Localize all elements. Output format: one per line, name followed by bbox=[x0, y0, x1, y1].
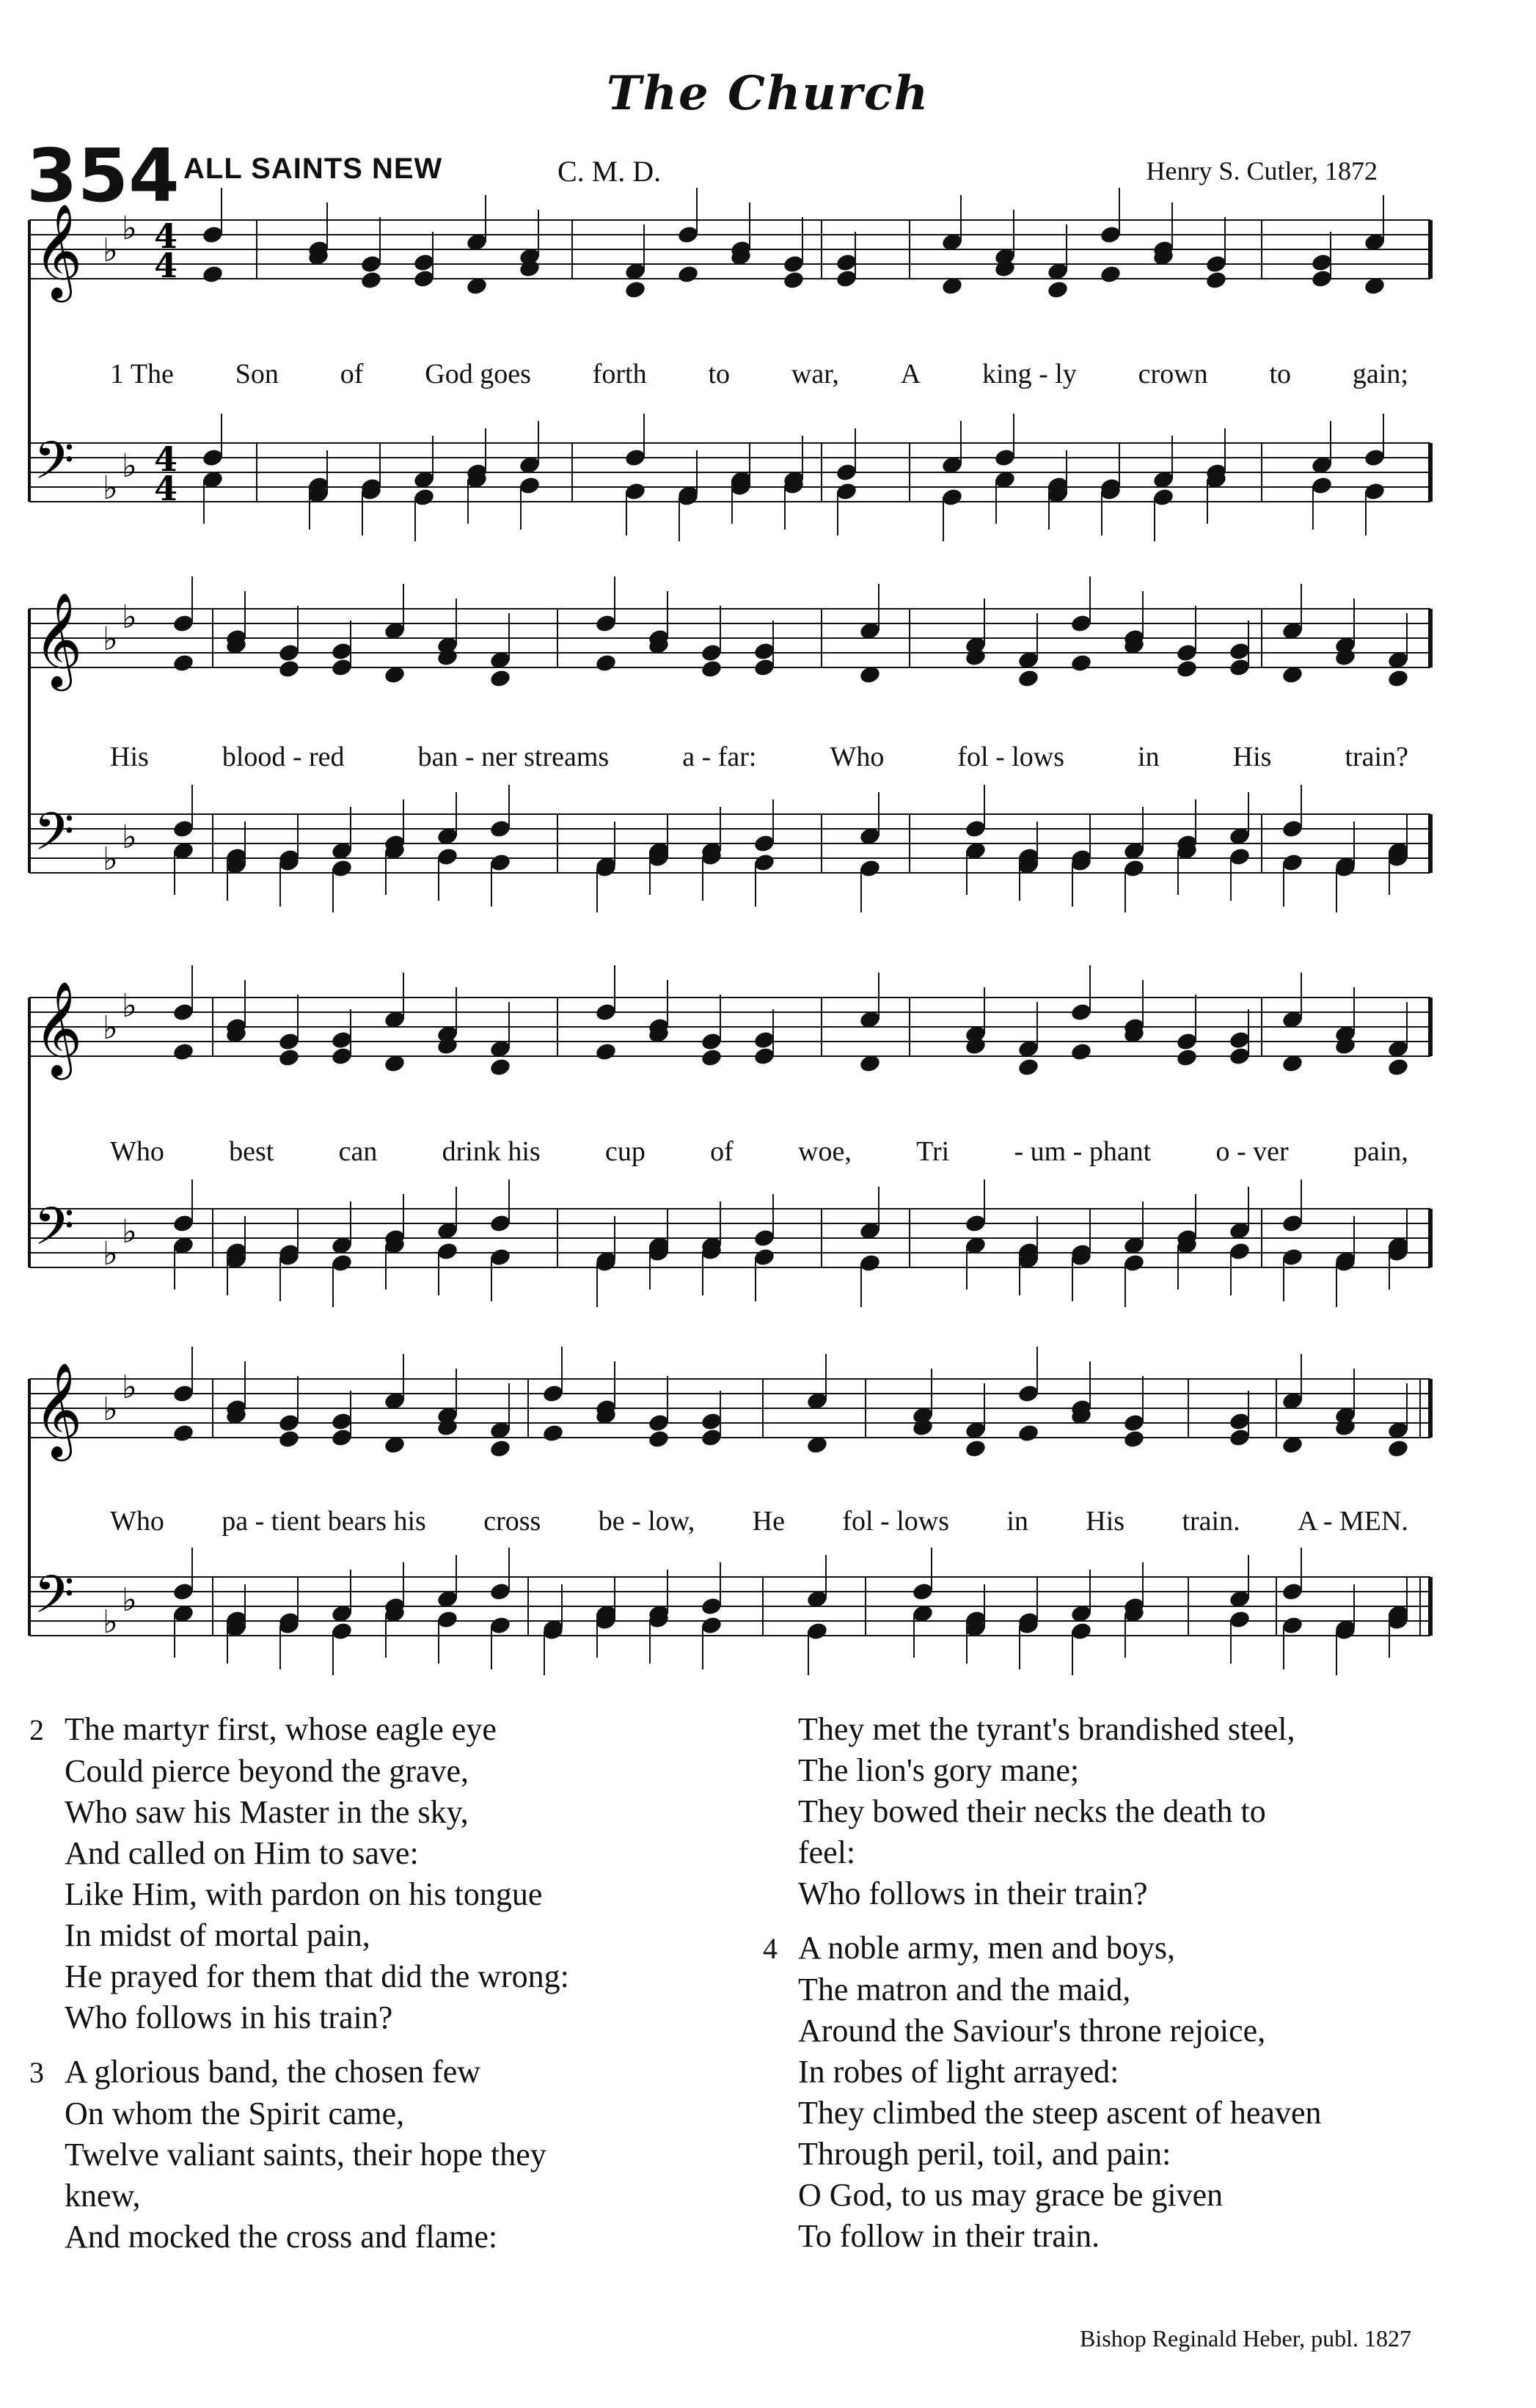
notehead bbox=[753, 641, 775, 662]
verse-line bbox=[29, 1874, 748, 1915]
verse-line bbox=[763, 1928, 1511, 1969]
verses-left-column bbox=[29, 1709, 748, 2271]
flat-sign: ♭ bbox=[103, 469, 118, 507]
notehead bbox=[412, 487, 435, 508]
notehead bbox=[1363, 447, 1386, 468]
notehead bbox=[489, 1247, 511, 1267]
lyric-syllable: train? bbox=[1345, 742, 1408, 772]
verse-line bbox=[29, 1709, 748, 1751]
notehead bbox=[330, 1427, 353, 1448]
verse-text: And called on Him to save: bbox=[65, 1835, 419, 1871]
lyric-syllable: A - MEN. bbox=[1297, 1506, 1408, 1537]
lyric-syllable: in bbox=[1138, 742, 1160, 772]
notehead bbox=[436, 1241, 458, 1262]
notehead bbox=[359, 254, 382, 274]
verse-3-continued bbox=[763, 1709, 1511, 1914]
lyric-syllable: blood - red bbox=[222, 742, 345, 772]
bass-clef: 𝄢 bbox=[34, 802, 75, 875]
verse-line bbox=[29, 1997, 748, 2038]
notehead bbox=[330, 641, 353, 662]
notehead bbox=[330, 1621, 353, 1642]
lyric-syllable: Who bbox=[830, 742, 885, 772]
notehead bbox=[1281, 1581, 1303, 1602]
notehead bbox=[753, 1046, 775, 1066]
notehead bbox=[172, 1383, 194, 1404]
notehead bbox=[172, 1213, 194, 1234]
notehead bbox=[1281, 1615, 1303, 1636]
verse-line bbox=[763, 1791, 1511, 1832]
verse-line bbox=[763, 1709, 1511, 1750]
flat-sign: ♭ bbox=[103, 1391, 118, 1428]
notehead bbox=[1386, 1438, 1409, 1459]
verse-text: The martyr first, whose eagle eye bbox=[65, 1711, 497, 1747]
notehead bbox=[911, 1581, 934, 1602]
notehead bbox=[594, 653, 617, 673]
verse-text: On whom the Spirit came, bbox=[65, 2096, 405, 2131]
notehead bbox=[1122, 1429, 1145, 1449]
notehead bbox=[330, 1030, 353, 1050]
verse-line bbox=[29, 1956, 748, 1997]
notehead bbox=[1228, 1609, 1251, 1630]
notehead bbox=[330, 657, 353, 678]
lyric-syllable: o - ver bbox=[1215, 1136, 1289, 1167]
lyric-syllable: king - ly bbox=[982, 359, 1077, 389]
notehead bbox=[172, 1581, 194, 1602]
flat-sign: ♭ bbox=[103, 621, 118, 658]
lyric-syllable: a - far: bbox=[682, 742, 757, 772]
tune-name: ALL SAINTS NEW bbox=[183, 153, 443, 185]
flat-sign: ♭ bbox=[122, 599, 137, 636]
verse-text: Around the Saviour's throne rejoice, bbox=[798, 2013, 1266, 2049]
lyric-syllable: A bbox=[900, 359, 921, 389]
verse-line bbox=[29, 1915, 748, 1956]
notehead bbox=[489, 819, 511, 839]
notehead bbox=[753, 852, 775, 873]
verse-4 bbox=[763, 1928, 1511, 2257]
notehead bbox=[700, 643, 723, 663]
notehead bbox=[1069, 653, 1092, 673]
verse-line bbox=[763, 2134, 1511, 2175]
verse-line bbox=[29, 2093, 748, 2134]
treble-clef: 𝄞 bbox=[34, 981, 83, 1076]
verse-line bbox=[29, 1792, 748, 1833]
verse-text: Twelve valiant saints, their hope they bbox=[65, 2137, 546, 2173]
lyric-syllable: fol - lows bbox=[842, 1506, 949, 1537]
notehead bbox=[1281, 1247, 1303, 1267]
lyric-syllable: in bbox=[1006, 1506, 1028, 1537]
notehead bbox=[1122, 1253, 1145, 1273]
notehead bbox=[1386, 668, 1409, 689]
lyric-syllable: cross bbox=[483, 1506, 541, 1537]
lyric-syllable: - um - phant bbox=[1014, 1136, 1152, 1167]
notehead bbox=[993, 447, 1016, 468]
notehead bbox=[436, 846, 458, 867]
section-heading: The Church bbox=[606, 66, 930, 121]
notehead bbox=[1228, 1411, 1251, 1432]
lyric-syllable: fol - lows bbox=[957, 742, 1065, 772]
verse-text: feel: bbox=[798, 1834, 856, 1870]
notehead bbox=[330, 1046, 353, 1066]
lyric-syllable: woe, bbox=[798, 1136, 852, 1167]
notehead bbox=[1363, 481, 1386, 502]
notehead bbox=[623, 447, 646, 468]
verse-line bbox=[763, 1969, 1511, 2010]
notehead bbox=[489, 1057, 511, 1077]
flat-sign: ♭ bbox=[122, 210, 137, 247]
flat-sign: ♭ bbox=[103, 232, 118, 269]
notehead bbox=[201, 264, 224, 285]
notehead bbox=[676, 224, 699, 245]
notehead bbox=[172, 1423, 194, 1443]
treble-clef: 𝄞 bbox=[34, 203, 83, 299]
lyric-syllable: His bbox=[1086, 1506, 1125, 1537]
notehead bbox=[753, 657, 775, 678]
notehead bbox=[172, 1002, 194, 1022]
notehead bbox=[1069, 613, 1092, 634]
notehead bbox=[1122, 1413, 1145, 1433]
verse-text: Through peril, toil, and pain: bbox=[798, 2136, 1171, 2172]
hymn-number: 354 bbox=[26, 133, 180, 219]
verse-number: 3 bbox=[29, 2056, 44, 2089]
lyric-syllable: drink his bbox=[442, 1136, 541, 1167]
notehead bbox=[835, 252, 857, 273]
flat-sign: ♭ bbox=[103, 1603, 118, 1641]
lyric-syllable: 1 The bbox=[110, 359, 174, 389]
notehead bbox=[1017, 668, 1039, 689]
notehead bbox=[330, 858, 353, 879]
notehead bbox=[518, 475, 541, 496]
notehead bbox=[277, 659, 300, 679]
verse-text: He prayed for them that did the wrong: bbox=[65, 1958, 569, 1994]
notehead bbox=[1281, 819, 1303, 839]
notehead bbox=[359, 270, 382, 290]
notehead bbox=[964, 1213, 987, 1234]
lyric-syllable: His bbox=[1232, 742, 1272, 772]
lyric-syllable: of bbox=[340, 359, 364, 389]
notehead bbox=[489, 1581, 511, 1602]
treble-clef: 𝄞 bbox=[34, 592, 83, 687]
verse-line bbox=[29, 1833, 748, 1874]
notehead bbox=[277, 1047, 300, 1068]
treble-clef: 𝄞 bbox=[34, 1362, 83, 1457]
notehead bbox=[782, 254, 805, 274]
verse-text: They bowed their necks the death to bbox=[798, 1793, 1266, 1829]
notehead bbox=[1310, 268, 1333, 289]
flat-sign: ♭ bbox=[122, 1213, 137, 1251]
lyric-syllable: Who bbox=[110, 1136, 164, 1167]
verse-line bbox=[29, 2134, 748, 2175]
verse-text: O God, to us may grace be given bbox=[798, 2177, 1224, 2213]
notehead bbox=[753, 1228, 775, 1248]
verse-text: The lion's gory mane; bbox=[798, 1752, 1080, 1788]
verse-text: Could pierce beyond the grave, bbox=[65, 1753, 469, 1789]
lyric-syllable: be - low, bbox=[598, 1506, 695, 1537]
notehead bbox=[858, 858, 881, 879]
notehead bbox=[805, 1621, 828, 1642]
lyric-syllable: Tri bbox=[916, 1136, 950, 1167]
notehead bbox=[753, 1247, 775, 1267]
notehead bbox=[1175, 659, 1198, 679]
notehead bbox=[623, 279, 646, 300]
flat-sign: ♭ bbox=[122, 819, 137, 856]
notehead bbox=[1228, 1241, 1251, 1262]
verse-number: 4 bbox=[763, 1932, 778, 1965]
notehead bbox=[330, 1411, 353, 1432]
verse-line bbox=[29, 2217, 748, 2258]
lyric-syllable: war, bbox=[791, 359, 839, 389]
composer: Henry S. Cutler, 1872 bbox=[1146, 156, 1378, 186]
notehead bbox=[1099, 264, 1122, 285]
lyric-syllable: His bbox=[110, 742, 149, 772]
verse-number: 2 bbox=[29, 1713, 44, 1746]
time-signature: 4 bbox=[154, 216, 178, 256]
notehead bbox=[700, 1596, 723, 1617]
notehead bbox=[1175, 1047, 1198, 1068]
notehead bbox=[835, 481, 857, 502]
time-signature: 4 bbox=[154, 469, 178, 508]
notehead bbox=[753, 1030, 775, 1050]
notehead bbox=[489, 668, 511, 689]
verse-line bbox=[29, 2175, 748, 2217]
notehead bbox=[964, 819, 987, 839]
notehead bbox=[594, 1002, 617, 1022]
verse-line bbox=[29, 1751, 748, 1792]
lyric-syllable: forth bbox=[592, 359, 647, 389]
notehead bbox=[700, 1411, 723, 1432]
notehead bbox=[676, 264, 699, 285]
verse-text: And mocked the cross and flame: bbox=[65, 2219, 498, 2255]
lyric-syllable: ban - ner streams bbox=[417, 742, 610, 772]
lyric-syllable: crown bbox=[1138, 359, 1208, 389]
notehead bbox=[940, 487, 963, 508]
notehead bbox=[700, 659, 723, 679]
notehead bbox=[201, 224, 224, 245]
notehead bbox=[623, 481, 646, 502]
notehead bbox=[201, 447, 224, 468]
notehead bbox=[277, 1413, 300, 1433]
flat-sign: ♭ bbox=[103, 1235, 118, 1273]
notehead bbox=[647, 1429, 670, 1449]
notehead bbox=[1175, 1031, 1198, 1052]
notehead bbox=[1175, 643, 1198, 663]
notehead bbox=[1017, 1423, 1039, 1443]
notehead bbox=[1099, 224, 1122, 245]
notehead bbox=[172, 819, 194, 839]
lyric-syllable: pa - tient bears his bbox=[222, 1506, 426, 1537]
notehead bbox=[1122, 858, 1145, 879]
verse-line bbox=[763, 1832, 1511, 1873]
verse-line bbox=[763, 2010, 1511, 2052]
notehead bbox=[964, 1438, 987, 1459]
verse-text: Who saw his Master in the sky, bbox=[65, 1794, 469, 1830]
verse-line bbox=[29, 2052, 748, 2093]
verse-line bbox=[763, 2093, 1511, 2134]
author-credit: Bishop Reginald Heber, publ. 1827 bbox=[1080, 2325, 1411, 2352]
notehead bbox=[1386, 1057, 1409, 1077]
notehead bbox=[1017, 1383, 1039, 1404]
lyric-syllable: Son bbox=[235, 359, 279, 389]
notehead bbox=[1204, 254, 1227, 274]
verse-text: In robes of light arrayed: bbox=[798, 2054, 1119, 2090]
notehead bbox=[1281, 852, 1303, 873]
lyrics-system-2 bbox=[110, 741, 1408, 773]
verses-right-column bbox=[763, 1709, 1511, 2270]
lyric-syllable: to bbox=[708, 359, 731, 389]
lyric-syllable: to bbox=[1269, 359, 1292, 389]
notehead bbox=[277, 1031, 300, 1052]
bass-clef: 𝄢 bbox=[34, 1565, 75, 1638]
verse-text: Who follows in their train? bbox=[798, 1875, 1148, 1911]
bass-clef: 𝄢 bbox=[34, 1196, 75, 1270]
flat-sign: ♭ bbox=[122, 1369, 137, 1406]
verse-text: To follow in their train. bbox=[798, 2218, 1100, 2254]
notehead bbox=[277, 1429, 300, 1449]
notehead bbox=[858, 1253, 881, 1273]
verse-line bbox=[763, 2216, 1511, 2257]
notehead bbox=[647, 1413, 670, 1433]
verse-text: The matron and the maid, bbox=[798, 1972, 1131, 2008]
notehead bbox=[1228, 1046, 1251, 1066]
notehead bbox=[541, 1423, 564, 1443]
notehead bbox=[594, 1042, 617, 1062]
notehead bbox=[330, 1253, 353, 1273]
flat-sign: ♭ bbox=[122, 1581, 137, 1619]
verse-text: A glorious band, the chosen few bbox=[65, 2054, 480, 2090]
notehead bbox=[412, 252, 435, 273]
notehead bbox=[436, 1609, 458, 1630]
notehead bbox=[1069, 1042, 1092, 1062]
notehead bbox=[1228, 657, 1251, 678]
lyric-syllable: cup bbox=[604, 1136, 646, 1167]
verse-text: They climbed the steep ascent of heaven bbox=[798, 2095, 1322, 2131]
notehead bbox=[489, 1615, 511, 1636]
notehead bbox=[594, 613, 617, 634]
verse-text: Like Him, with pardon on his tongue bbox=[65, 1876, 543, 1912]
notehead bbox=[1069, 1002, 1092, 1022]
notehead bbox=[172, 1042, 194, 1062]
meter: C. M. D. bbox=[557, 155, 662, 188]
notehead bbox=[1046, 279, 1069, 300]
notehead bbox=[700, 1615, 723, 1636]
notehead bbox=[412, 268, 435, 289]
notehead bbox=[1310, 252, 1333, 273]
notehead bbox=[700, 1031, 723, 1052]
notehead bbox=[700, 1427, 723, 1448]
lyric-syllable: pain, bbox=[1353, 1136, 1408, 1167]
notehead bbox=[1204, 270, 1227, 290]
flat-sign: ♭ bbox=[122, 987, 137, 1025]
verse-line bbox=[763, 1873, 1511, 1914]
notehead bbox=[1228, 846, 1251, 867]
lyric-syllable: of bbox=[710, 1136, 734, 1167]
notehead bbox=[1069, 1621, 1092, 1642]
verse-text: They met the tyrant's brandished steel, bbox=[798, 1711, 1295, 1747]
notehead bbox=[541, 1383, 564, 1404]
verse-3 bbox=[29, 2052, 748, 2258]
verse-text: In midst of mortal pain, bbox=[65, 1917, 370, 1953]
notehead bbox=[172, 653, 194, 673]
lyrics-system-3 bbox=[110, 1135, 1408, 1168]
notehead bbox=[277, 643, 300, 663]
flat-sign: ♭ bbox=[122, 447, 137, 485]
lyric-syllable: gain; bbox=[1352, 359, 1408, 389]
notehead bbox=[489, 852, 511, 873]
notehead bbox=[753, 833, 775, 854]
flat-sign: ♭ bbox=[103, 841, 118, 878]
notehead bbox=[489, 1438, 511, 1459]
notehead bbox=[782, 270, 805, 290]
notehead bbox=[1228, 1030, 1251, 1050]
verse-line bbox=[763, 2175, 1511, 2216]
verse-text: knew, bbox=[65, 2178, 141, 2214]
notehead bbox=[489, 1213, 511, 1234]
notehead bbox=[1310, 475, 1333, 496]
time-signature: 4 bbox=[154, 439, 178, 479]
notehead bbox=[172, 613, 194, 634]
time-signature: 4 bbox=[154, 246, 178, 285]
verse-line bbox=[763, 1750, 1511, 1791]
verse-text: A noble army, men and boys, bbox=[798, 1930, 1176, 1966]
notehead bbox=[835, 462, 857, 483]
verse-text: Who follows in his train? bbox=[65, 1999, 393, 2035]
notehead bbox=[700, 1047, 723, 1068]
notehead bbox=[1152, 487, 1174, 508]
lyric-syllable: God goes bbox=[425, 359, 531, 389]
notehead bbox=[1228, 641, 1251, 662]
lyric-syllable: best bbox=[229, 1136, 274, 1167]
notehead bbox=[835, 268, 857, 289]
verse-2 bbox=[29, 1709, 748, 2038]
bass-clef: 𝄢 bbox=[34, 431, 75, 504]
flat-sign: ♭ bbox=[103, 1009, 118, 1047]
notehead bbox=[1281, 1213, 1303, 1234]
lyric-syllable: Who bbox=[110, 1506, 164, 1537]
lyrics-system-4 bbox=[110, 1505, 1408, 1537]
notehead bbox=[1228, 1427, 1251, 1448]
lyric-syllable: can bbox=[338, 1136, 378, 1167]
lyric-syllable: He bbox=[752, 1506, 785, 1537]
verse-line bbox=[763, 2052, 1511, 2093]
lyrics-system-1 bbox=[110, 358, 1408, 390]
notehead bbox=[1017, 1057, 1039, 1077]
lyric-syllable: train. bbox=[1182, 1506, 1240, 1537]
